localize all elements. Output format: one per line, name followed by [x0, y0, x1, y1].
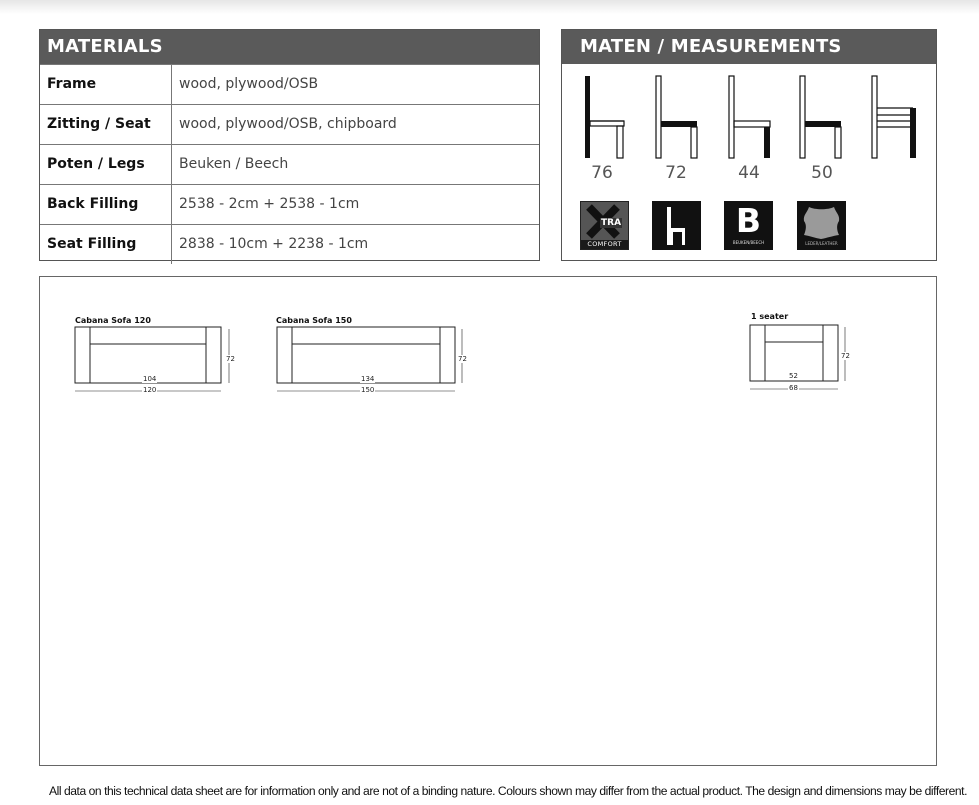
materials-title: MATERIALS [40, 30, 539, 64]
seat-height-icon [655, 75, 699, 159]
total-width-label: 150 [361, 386, 375, 394]
measurement-value: 72 [665, 163, 687, 183]
measurement-value: 76 [591, 163, 613, 183]
seat-depth-icon [728, 75, 772, 159]
material-value: 2838 - 10cm + 2238 - 1cm [179, 236, 369, 252]
beech-caption: BEUKEN/BEECH [732, 240, 765, 245]
height-label: 72 [226, 355, 235, 363]
drawing-title: Cabana Sofa 150 [276, 316, 352, 325]
material-value: Beuken / Beech [179, 156, 289, 172]
leather-icon [797, 201, 846, 250]
material-label: Seat Filling [40, 225, 172, 264]
leather-caption: LEDER/LEATHER [805, 241, 838, 246]
chair-side-icon [652, 201, 701, 250]
drawing-title: 1 seater [751, 312, 789, 321]
inner-width-label: 52 [789, 372, 798, 380]
height-label: 72 [841, 352, 850, 360]
material-row [40, 184, 539, 224]
material-value: wood, plywood/OSB, chipboard [179, 116, 397, 132]
material-row [40, 64, 539, 104]
measurements-panel [561, 29, 937, 261]
total-width-label: 120 [143, 386, 157, 394]
total-width-label: 68 [789, 384, 798, 392]
seat-width-icon [799, 75, 843, 159]
disclaimer-text: All data on this technical data sheet are for information only and are not of a binding nature. Colours shown may differ from the actual product. The design and dimensions may be different. [49, 784, 967, 798]
measurement-value: 50 [811, 163, 833, 183]
materials-panel [39, 29, 540, 261]
material-label: Back Filling [40, 185, 172, 224]
back-height-icon [871, 75, 919, 159]
material-label: Zitting / Seat [40, 105, 172, 144]
technical-drawing-area [39, 276, 937, 766]
top-shadow [0, 0, 979, 14]
material-label: Poten / Legs [40, 145, 172, 184]
beech-letter: B [735, 201, 762, 240]
inner-width-label: 104 [143, 375, 157, 383]
xtra-comfort-icon [580, 201, 629, 250]
xtra-label: TRA [601, 218, 622, 228]
measurements-title: MATEN / MEASUREMENTS [562, 30, 936, 64]
material-value: 2538 - 2cm + 2538 - 1cm [179, 196, 360, 212]
beech-icon [724, 201, 773, 250]
comfort-label: COMFORT [587, 240, 622, 248]
height-label: 72 [458, 355, 467, 363]
drawing-title: Cabana Sofa 120 [75, 316, 151, 325]
material-label: Frame [40, 65, 172, 104]
material-row [40, 104, 539, 144]
chair-height-icon [584, 75, 628, 159]
inner-width-label: 134 [361, 375, 375, 383]
one-seater-drawing [749, 324, 853, 394]
material-row [40, 144, 539, 184]
measurement-value: 44 [738, 163, 760, 183]
material-row [40, 224, 539, 264]
material-value: wood, plywood/OSB [179, 76, 319, 92]
